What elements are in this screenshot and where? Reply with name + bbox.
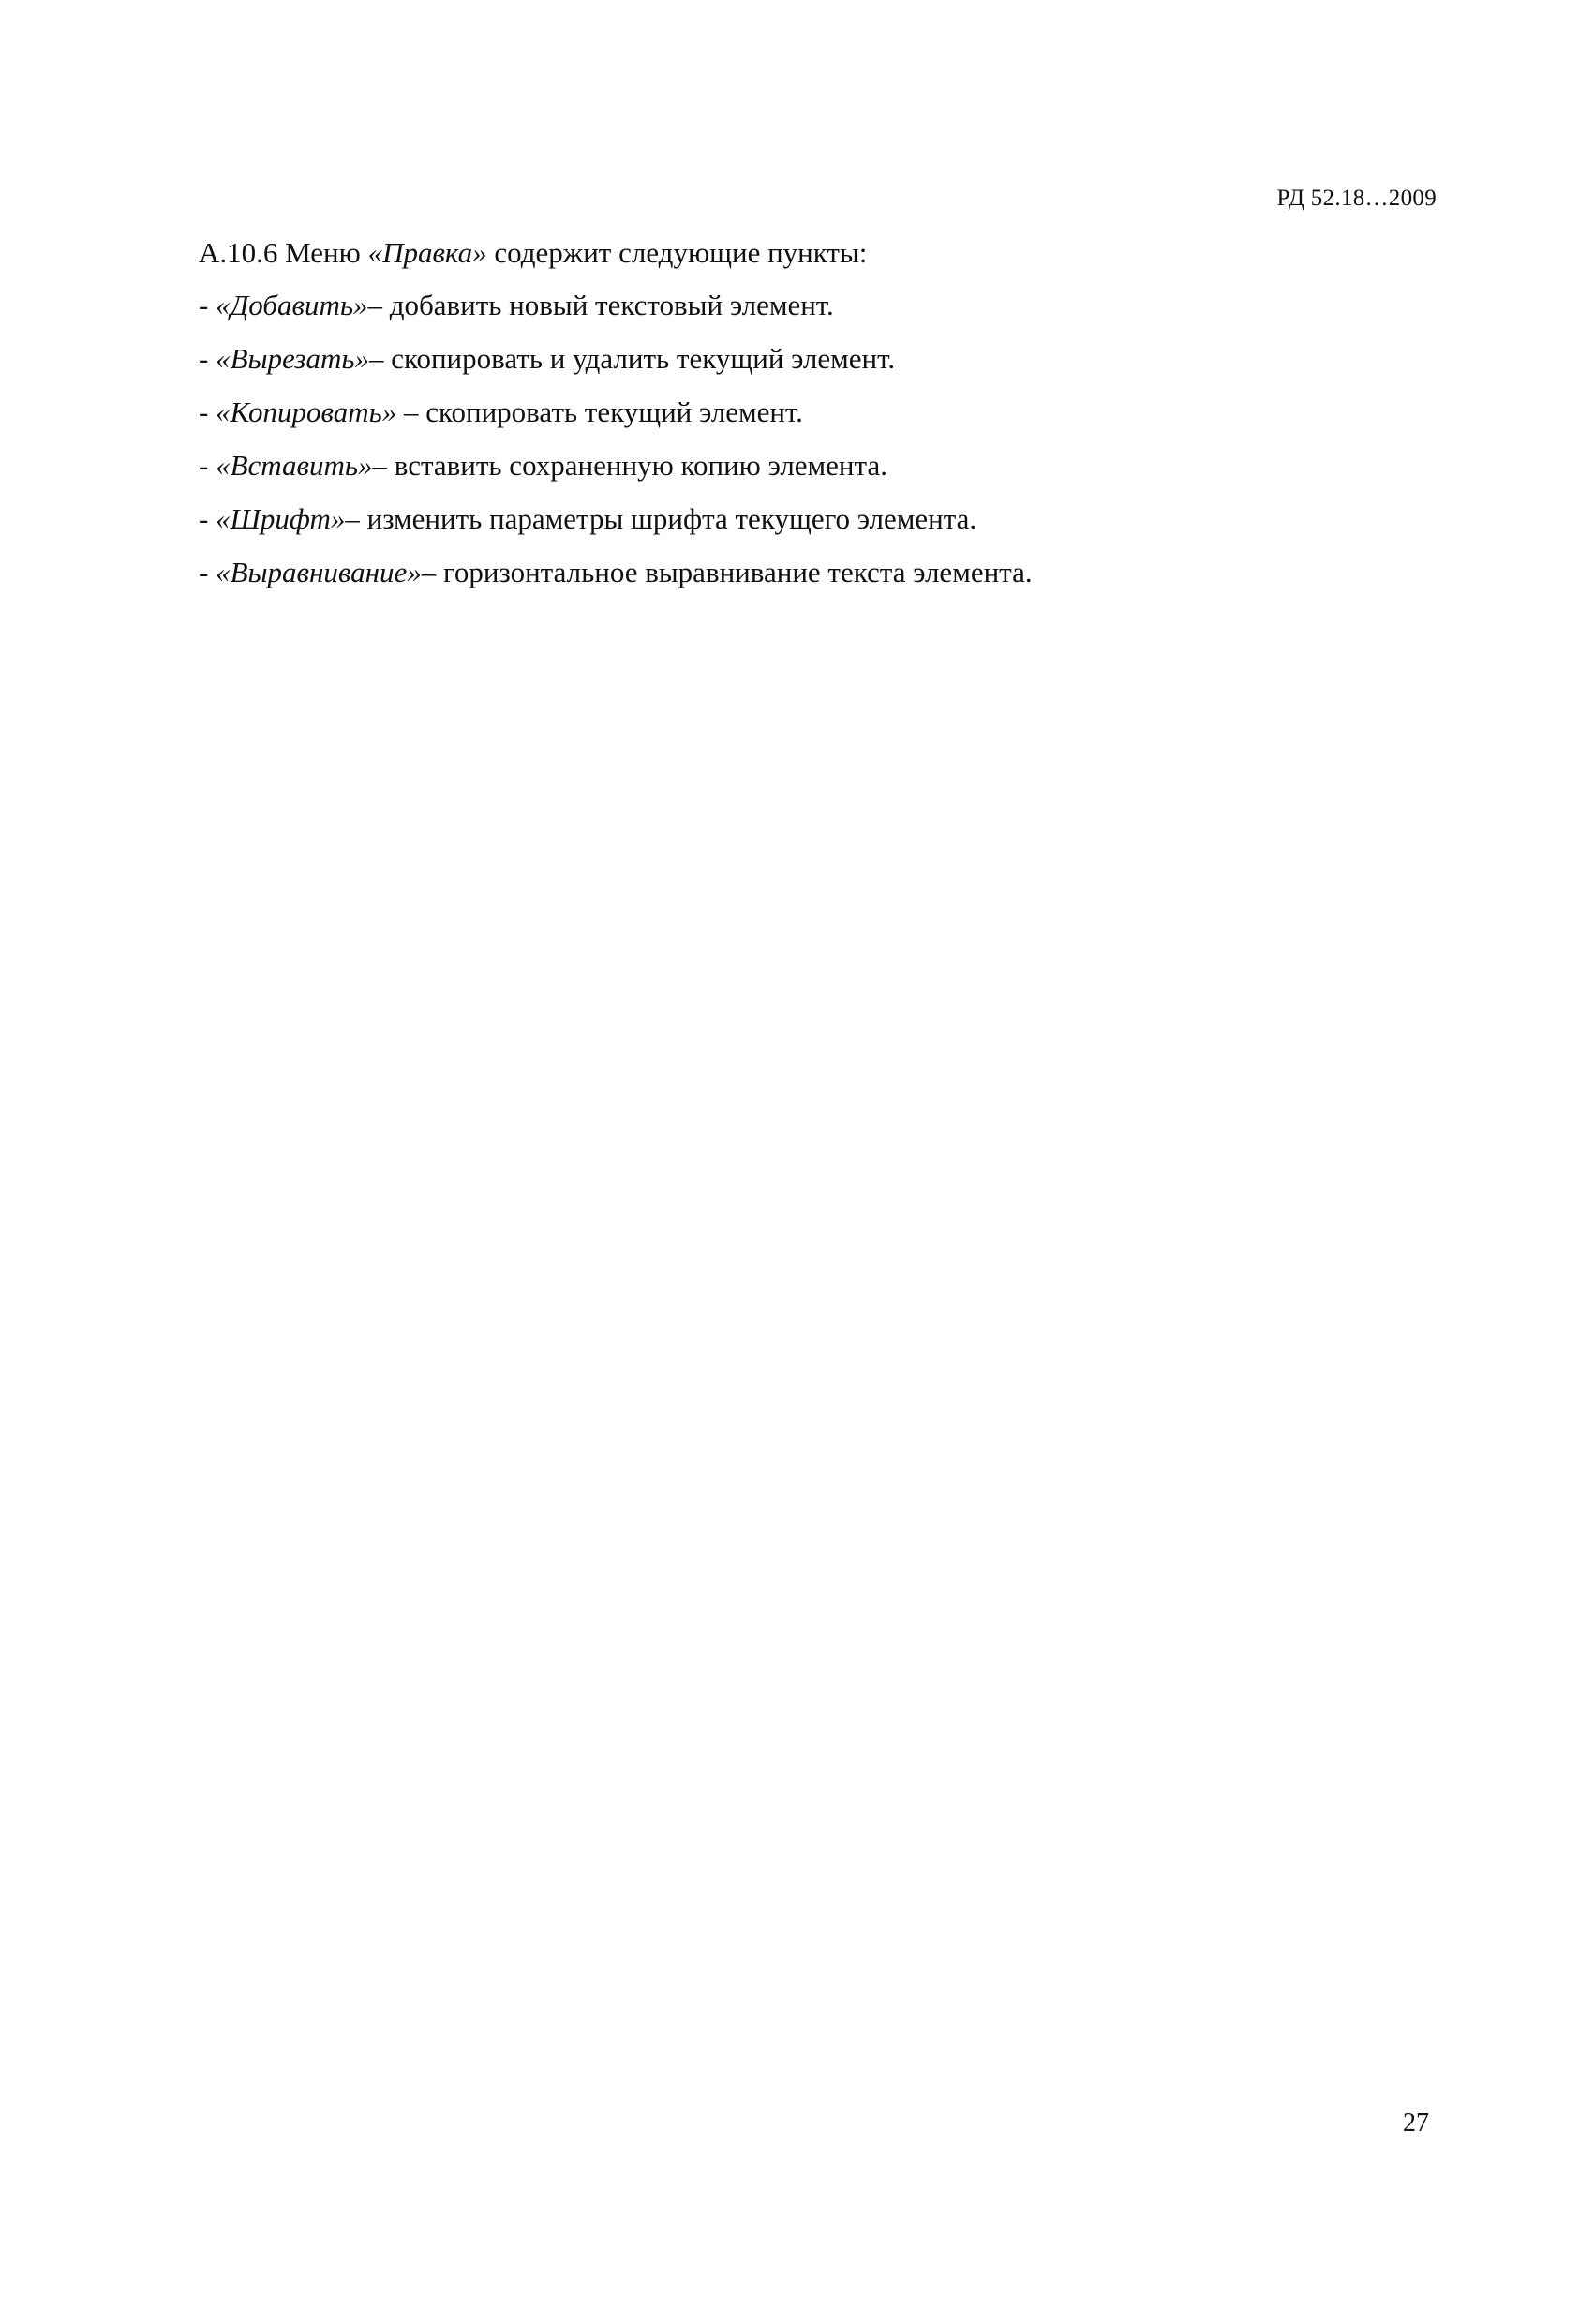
item-name: «Шрифт» <box>216 502 346 535</box>
list-item-paste <box>199 447 1445 484</box>
page-number: 27 <box>1403 2108 1429 2138</box>
section-intro <box>199 234 1445 272</box>
list-bullet: - <box>199 502 209 535</box>
item-name: «Копировать» <box>216 395 397 428</box>
item-name: «Вставить» <box>216 449 373 482</box>
section-prefix: Меню <box>285 236 361 269</box>
item-description: – скопировать текущий элемент. <box>396 395 803 428</box>
list-item-copy <box>199 394 1445 431</box>
item-description: – горизонтальное выравнивание текста элемента. <box>421 556 1033 588</box>
menu-items-list <box>199 287 1445 591</box>
list-bullet: - <box>199 449 209 482</box>
item-name: «Добавить» <box>216 289 368 321</box>
item-description: – вставить сохраненную копию элемента. <box>372 449 887 482</box>
content-area <box>199 234 1445 607</box>
list-bullet: - <box>199 342 209 375</box>
item-description: – добавить новый текстовый элемент. <box>367 289 834 321</box>
menu-name: «Правка» <box>367 236 487 269</box>
section-suffix: содержит следующие пункты: <box>494 236 868 269</box>
section-number: А.10.6 <box>199 236 278 269</box>
list-bullet: - <box>199 289 209 321</box>
item-name: «Вырезать» <box>216 342 369 375</box>
item-description: – скопировать и удалить текущий элемент. <box>368 342 896 375</box>
document-code: РД 52.18…2009 <box>1276 186 1437 211</box>
list-item-add <box>199 287 1445 324</box>
list-bullet: - <box>199 395 209 428</box>
item-name: «Выравнивание» <box>216 556 422 588</box>
list-item-align <box>199 554 1445 591</box>
list-bullet: - <box>199 556 209 588</box>
list-item-font <box>199 500 1445 538</box>
item-description: – изменить параметры шрифта текущего элемента. <box>345 502 977 535</box>
list-item-cut <box>199 340 1445 378</box>
